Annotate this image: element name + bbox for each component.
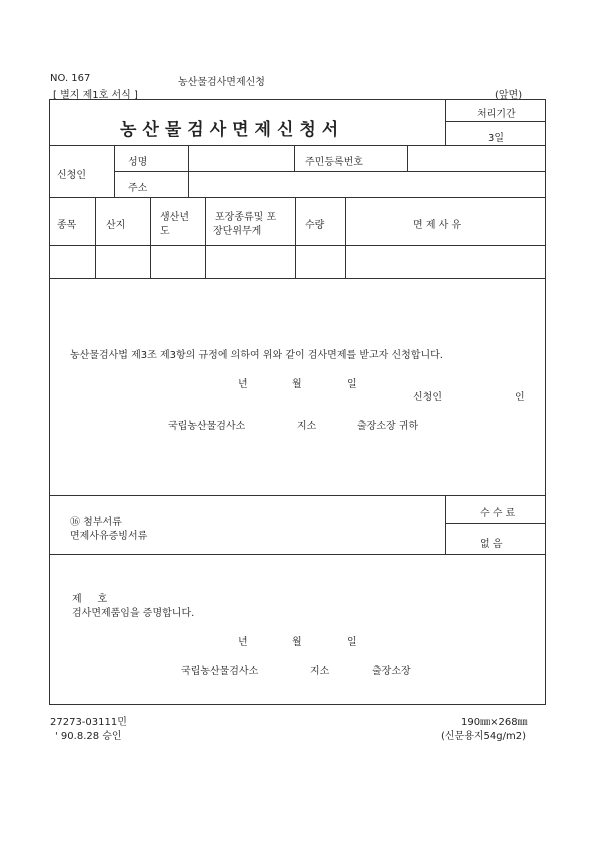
approval-date: ' 90.8.28 승인 <box>55 731 122 742</box>
divider <box>49 145 546 146</box>
fee-label: 수 수 료 <box>480 508 516 519</box>
divider <box>345 197 346 278</box>
col-item-header: 종목 <box>57 220 77 231</box>
col-reason-header: 면 제 사 유 <box>413 220 462 231</box>
cert-head-label: 출장소장 <box>372 666 411 677</box>
office-name: 국립농산물검사소 <box>168 421 246 432</box>
attachments-title: ⑯ 첨부서류 <box>70 517 122 528</box>
certificate-number: 제 호 <box>72 594 108 605</box>
divider <box>445 495 446 554</box>
divider <box>205 197 206 278</box>
date-month-label: 월 <box>292 379 302 390</box>
name-label: 성명 <box>128 157 148 168</box>
divider <box>114 145 115 197</box>
form-label: [ 별지 제1호 서식 ] <box>53 90 138 101</box>
divider <box>294 145 295 171</box>
paper-spec: (신문용지54g/m2) <box>441 731 526 742</box>
form-code: 27273-03111민 <box>50 717 127 728</box>
date-day-label: 일 <box>347 379 357 390</box>
branch-label: 지소 <box>297 421 317 432</box>
divider <box>445 99 446 145</box>
col-quantity-header: 수량 <box>305 220 325 231</box>
col-year-header-2: 도 <box>160 226 170 237</box>
doc-number: NO. 167 <box>50 73 91 84</box>
divider <box>445 121 546 122</box>
attachment-item: 면제사유증빙서류 <box>70 531 148 542</box>
divider <box>49 554 546 555</box>
col-year-header: 생산년 <box>160 212 189 223</box>
signer-label: 신청인 <box>413 392 442 403</box>
divider <box>49 495 546 496</box>
divider <box>407 145 408 171</box>
fee-value: 없 음 <box>480 539 503 550</box>
col-packing-header: 포장종류및 포 <box>215 212 277 223</box>
cert-branch-label: 지소 <box>310 666 330 677</box>
divider <box>49 245 546 246</box>
applicant-label: 신청인 <box>57 170 86 181</box>
col-packing-header-2: 장단위무게 <box>213 226 262 237</box>
col-origin-header: 산지 <box>106 220 126 231</box>
resident-number-label: 주민등록번호 <box>305 157 363 168</box>
divider <box>114 171 546 172</box>
addressee: 출장소장 귀하 <box>357 421 419 432</box>
form-title: 농산물검사면제신청서 <box>120 120 345 140</box>
application-statement: 농산물검사법 제3조 제3항의 규정에 의하여 위와 같이 검사면제를 받고자 신청합니다. <box>70 350 443 361</box>
divider <box>188 145 189 197</box>
cert-month-label: 월 <box>292 637 302 648</box>
processing-period-label: 처리기간 <box>477 109 516 120</box>
paper-size: 190㎜×268㎜ <box>461 717 528 728</box>
divider <box>49 197 546 198</box>
cert-year-label: 년 <box>238 637 248 648</box>
divider <box>150 197 151 278</box>
divider <box>49 278 546 279</box>
divider <box>95 197 96 278</box>
page-side-label: (앞면) <box>495 90 523 101</box>
certificate-statement: 검사면제품임을 증명합니다. <box>72 608 195 619</box>
date-year-label: 년 <box>238 379 248 390</box>
divider <box>295 197 296 278</box>
address-label: 주소 <box>128 183 148 194</box>
seal-label: 인 <box>515 392 525 403</box>
divider <box>445 523 546 524</box>
doc-name: 농산물검사면제신청 <box>178 77 265 88</box>
cert-office-name: 국립농산물검사소 <box>181 666 259 677</box>
processing-period-value: 3일 <box>488 133 505 144</box>
cert-day-label: 일 <box>347 637 357 648</box>
